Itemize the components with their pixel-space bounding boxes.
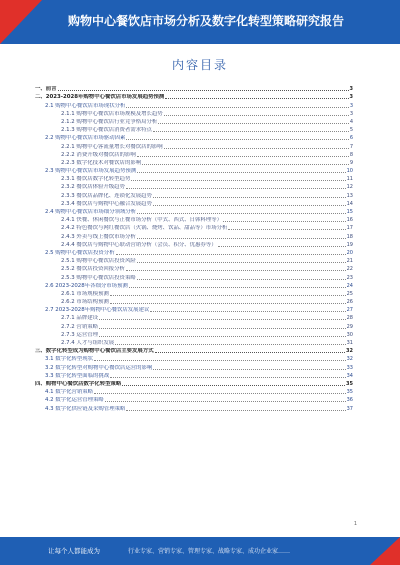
toc-entry-page: 11 <box>346 176 353 183</box>
toc-leader-dots <box>126 138 348 140</box>
toc-entry[interactable] <box>35 182 353 190</box>
toc-entry[interactable] <box>35 84 353 92</box>
toc-entry-page: 22 <box>346 266 353 273</box>
toc-entry[interactable] <box>35 207 353 215</box>
toc-entry[interactable] <box>35 403 353 411</box>
toc-entry-label: 2.3.3 餐饮店品牌化、连锁化发展趋势 <box>61 192 152 199</box>
toc-entry[interactable] <box>35 264 353 272</box>
toc-leader-dots <box>115 343 345 345</box>
toc-leader-dots <box>150 310 345 312</box>
toc-entry-label: 2.3.1 餐饮店数字化转型趋势 <box>61 176 131 183</box>
toc-leader-dots <box>164 147 349 149</box>
toc-entry[interactable] <box>35 297 353 305</box>
toc-entry[interactable] <box>35 281 353 289</box>
toc-entry-label: 2.1.3 购物中心餐饮店消费者需求特点 <box>61 127 152 134</box>
toc-entry-label: 2.4.3 外卖与线上餐饮市场分析 <box>61 233 136 240</box>
page-number: 1 <box>353 521 357 527</box>
toc-entry-page: 20 <box>346 249 353 256</box>
toc-entry[interactable] <box>35 223 353 231</box>
footer-red-corner <box>370 537 400 565</box>
toc-entry[interactable] <box>35 92 353 100</box>
toc-entry[interactable] <box>35 109 353 117</box>
toc-entry[interactable] <box>35 199 353 207</box>
toc-heading: 内容目录 <box>171 58 228 72</box>
toc-leader-dots <box>131 179 345 181</box>
toc-entry-page: 17 <box>346 225 353 232</box>
toc-entry[interactable] <box>35 190 353 198</box>
toc-entry-label: 4.1 数字化营销策略 <box>45 389 94 396</box>
toc-entry[interactable] <box>35 100 353 108</box>
toc-entry[interactable] <box>35 362 353 370</box>
toc-entry-page: 10 <box>346 168 353 175</box>
toc-entry-label: 2.3.4 餐饮店与购物中心融合发展趋势 <box>61 200 152 207</box>
toc-leader-dots <box>218 245 346 247</box>
toc-entry-label: 2.5.2 餐饮店投资回报分析 <box>61 266 125 273</box>
toc-entry[interactable] <box>35 338 353 346</box>
toc-entry-label: 2.2.3 数字化技术对餐饮店的影响 <box>61 159 142 166</box>
toc-leader-dots <box>155 351 345 353</box>
toc-leader-dots <box>94 359 346 361</box>
toc-entry[interactable] <box>35 141 353 149</box>
toc-entry-page: 21 <box>346 258 353 265</box>
toc-entry[interactable] <box>35 354 353 362</box>
toc-entry-page: 7 <box>349 143 353 150</box>
toc-entry-page: 37 <box>346 405 353 412</box>
toc-entry[interactable] <box>35 256 353 264</box>
footer-slogan: 让每个人都能成为 <box>48 547 100 555</box>
header-red-corner <box>0 0 42 44</box>
toc-entry[interactable] <box>35 395 353 403</box>
toc-leader-dots <box>94 392 346 394</box>
toc-entry-label: 2.5.1 购物中心餐饮店投资风险 <box>61 258 136 265</box>
toc-entry[interactable] <box>35 158 353 166</box>
toc-entry-page: 3 <box>349 94 353 101</box>
toc-leader-dots <box>137 261 346 263</box>
toc-entry-label: 2.1 购物中心餐饮店市场现状分析 <box>45 102 126 109</box>
table-of-contents <box>35 84 353 412</box>
toc-leader-dots <box>126 106 348 108</box>
toc-leader-dots <box>153 196 346 198</box>
toc-leader-dots <box>137 278 346 280</box>
toc-leader-dots <box>116 253 346 255</box>
toc-entry-label: 2.3 购物中心餐饮店市场发展趋势预测 <box>45 168 137 175</box>
toc-entry-page: 35 <box>346 389 353 396</box>
toc-entry[interactable] <box>35 125 353 133</box>
toc-entry-page: 12 <box>346 184 353 191</box>
toc-leader-dots <box>126 187 346 189</box>
toc-entry-page: 30 <box>346 331 353 338</box>
toc-entry-page: 26 <box>346 299 353 306</box>
toc-leader-dots <box>110 376 345 378</box>
toc-entry-label: 三、数字化转型成为购物中心餐饮店主要发展方式 <box>35 348 154 355</box>
toc-entry-page: 3 <box>349 110 353 117</box>
toc-entry-label: 2.3.2 餐饮店体验升级趋势 <box>61 184 125 191</box>
toc-entry-page: 9 <box>349 159 353 166</box>
toc-entry-label: 2.2.1 购物中心客流量增长对餐饮店的影响 <box>61 143 163 150</box>
toc-entry-label: 一、前言 <box>35 86 57 93</box>
toc-entry-page: 32 <box>346 356 353 363</box>
toc-entry-label: 2.7.3 运营管理 <box>61 331 98 338</box>
toc-entry-page: 5 <box>349 127 353 134</box>
toc-entry-page: 25 <box>346 290 353 297</box>
toc-entry[interactable] <box>35 379 353 387</box>
toc-entry[interactable] <box>35 215 353 223</box>
toc-entry-label: 3.3 数字化转型面临的挑战 <box>45 372 110 379</box>
toc-entry-label: 四、购物中心餐饮店数字化转型策略 <box>35 380 122 387</box>
toc-leader-dots <box>110 302 346 304</box>
toc-entry-page: 34 <box>346 372 353 379</box>
toc-leader-dots <box>153 204 346 206</box>
toc-entry[interactable] <box>35 231 353 239</box>
toc-entry[interactable] <box>35 289 353 297</box>
toc-entry-label: 2.7.2 营销策略 <box>61 323 98 330</box>
toc-entry[interactable] <box>35 117 353 125</box>
toc-entry[interactable] <box>35 166 353 174</box>
toc-leader-dots <box>158 122 349 124</box>
toc-leader-dots <box>126 409 345 411</box>
toc-leader-dots <box>137 237 346 239</box>
toc-leader-dots <box>153 368 345 370</box>
toc-leader-dots <box>99 318 346 320</box>
toc-leader-dots <box>99 327 346 329</box>
toc-entry-label: 2.6 2023-2028年各细分市场预测 <box>45 282 128 289</box>
toc-entry-label: 4.2 数字化运营管理策略 <box>45 397 104 404</box>
toc-leader-dots <box>122 384 345 386</box>
footer-tagline: 行业专家、营销专家、管理专家、战略专家、成功企业家…… <box>128 548 291 555</box>
toc-entry[interactable] <box>35 371 353 379</box>
toc-entry-page: 32 <box>346 348 353 355</box>
toc-entry-page: 8 <box>349 151 353 158</box>
toc-leader-dots <box>110 294 346 296</box>
toc-entry-label: 2.6.1 市场规模预测 <box>61 290 109 297</box>
toc-entry-label: 4.3 数字化供应链及采购管理策略 <box>45 405 126 412</box>
toc-entry[interactable] <box>35 346 353 354</box>
toc-entry[interactable] <box>35 387 353 395</box>
toc-entry-label: 二、2023-2028年购物中心餐饮店市场发展趋势预测 <box>35 94 165 101</box>
toc-leader-dots <box>164 114 349 116</box>
toc-leader-dots <box>137 155 349 157</box>
toc-entry[interactable] <box>35 150 353 158</box>
toc-leader-dots <box>129 286 346 288</box>
toc-leader-dots <box>137 212 345 214</box>
toc-entry[interactable] <box>35 174 353 182</box>
toc-entry-label: 2.5.3 购物中心餐饮店投资策略 <box>61 274 136 281</box>
toc-entry-page: 29 <box>346 323 353 330</box>
toc-leader-dots <box>99 335 346 337</box>
toc-entry-label: 3.2 数字化转型对购物中心餐饮店运营的影响 <box>45 364 153 371</box>
toc-entry-label: 2.4.1 快餐、休闲餐饮与正餐市场分析（中式、西式、日韩料理等） <box>61 217 222 224</box>
toc-entry-label: 2.4.2 特色餐饮与网红餐饮店（火锅、烧烤、饮品、甜品等）市场分析 <box>61 225 228 232</box>
toc-entry-label: 2.6.2 市场结构预测 <box>61 299 109 306</box>
toc-entry-page: 28 <box>346 315 353 322</box>
toc-leader-dots <box>153 130 349 132</box>
toc-entry-label: 3.1 数字化转型现状 <box>45 356 94 363</box>
toc-entry[interactable] <box>35 313 353 321</box>
toc-leader-dots <box>126 269 346 271</box>
toc-entry-label: 2.1.2 购物中心餐饮店行业竞争格局分析 <box>61 118 158 125</box>
toc-leader-dots <box>228 228 345 230</box>
toc-entry-page: 16 <box>346 217 353 224</box>
toc-entry-page: 18 <box>346 233 353 240</box>
toc-entry-label: 2.7.1 品牌建设 <box>61 315 98 322</box>
toc-leader-dots <box>137 171 345 173</box>
toc-entry-page: 15 <box>346 209 353 215</box>
toc-entry[interactable] <box>35 240 353 248</box>
toc-leader-dots <box>165 97 348 99</box>
toc-entry-label: 2.4.4 餐饮店与购物中心联动营销分析（会员、积分、优惠券等） <box>61 241 217 248</box>
toc-entry-page: 13 <box>346 192 353 199</box>
toc-entry-label: 2.2.2 消费升级对餐饮店的影响 <box>61 151 136 158</box>
toc-entry[interactable] <box>35 248 353 256</box>
toc-entry[interactable] <box>35 133 353 141</box>
toc-entry[interactable] <box>35 321 353 329</box>
toc-entry-label: 2.7 2023-2028年购物中心餐饮店发展建议 <box>45 307 150 314</box>
toc-entry-label: 2.2 购物中心餐饮店市场驱动因素 <box>45 135 126 142</box>
toc-leader-dots <box>223 220 346 222</box>
toc-entry-page: 3 <box>349 86 353 93</box>
toc-entry[interactable] <box>35 272 353 280</box>
toc-entry[interactable] <box>35 305 353 313</box>
toc-entry-page: 3 <box>349 102 353 109</box>
report-title: 购物中心餐饮店市场分析及数字化转型策略研究报告 <box>67 14 344 28</box>
toc-entry-page: 36 <box>346 397 353 404</box>
toc-leader-dots <box>105 400 346 402</box>
toc-entry-page: 23 <box>346 274 353 281</box>
toc-entry-page: 35 <box>346 380 353 387</box>
toc-entry-label: 2.5 购物中心餐饮店投资分析 <box>45 249 115 256</box>
toc-entry-page: 4 <box>349 118 353 125</box>
toc-entry-page: 27 <box>346 307 353 314</box>
toc-leader-dots <box>142 163 349 165</box>
toc-entry-page: 14 <box>346 200 353 207</box>
toc-entry-page: 33 <box>346 364 353 371</box>
toc-entry-label: 2.4 购物中心餐饮店市场细分领域分析 <box>45 209 137 215</box>
toc-entry-label: 2.7.4 人才与组织发展 <box>61 340 115 346</box>
toc-entry[interactable] <box>35 330 353 338</box>
toc-entry-page: 6 <box>349 135 353 142</box>
toc-entry-page: 19 <box>346 241 353 248</box>
toc-entry-page: 31 <box>346 340 353 346</box>
toc-entry-label: 2.1.1 购物中心餐饮店市场规模及增长趋势 <box>61 110 163 117</box>
toc-entry-page: 24 <box>346 282 353 289</box>
toc-leader-dots <box>58 89 349 91</box>
